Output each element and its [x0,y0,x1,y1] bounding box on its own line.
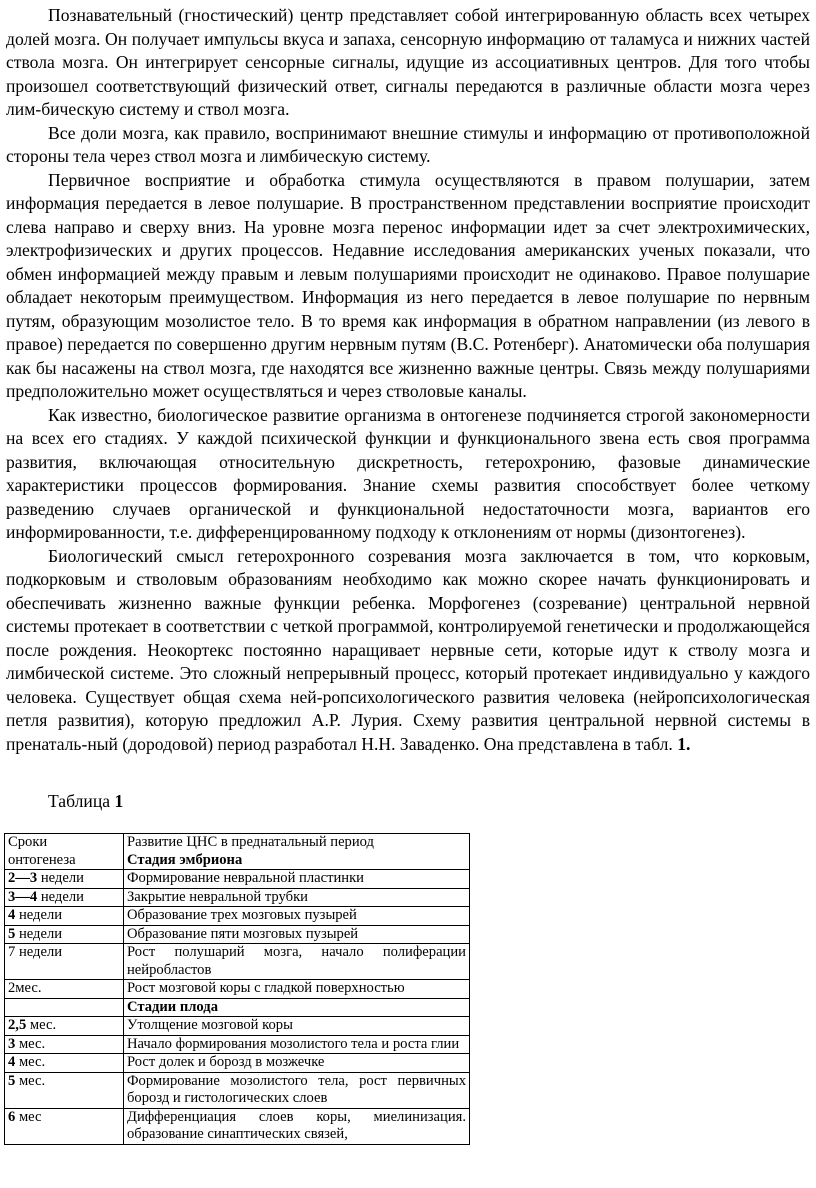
stage-period-cell [5,998,124,1017]
development-cell: Рост долек и борозд в мозжечке [124,1054,470,1073]
period-unit: недели [37,888,84,905]
table-row [5,1072,470,1108]
table-row [5,1108,470,1144]
period-cell [5,1017,124,1036]
development-cell: Утолщение мозговой коры [124,1017,470,1036]
paragraph-5 [6,545,810,757]
period-cell [5,944,124,980]
period-unit: 2мес. [8,980,42,996]
table-row [5,907,470,926]
table-row [5,870,470,889]
period-unit: мес. [26,1017,57,1033]
period-number: 6 [8,1108,16,1125]
period-cell [5,1035,124,1054]
header-development: Развитие ЦНС в преднатальный период [127,834,374,850]
development-cell: Формирование невральной пластинки [124,870,470,889]
development-cell: Образование пяти мозговых пузырей [124,925,470,944]
period-unit: мес. [15,1072,46,1089]
development-cell: Рост мозговой коры с гладкой поверхностью [124,980,470,999]
table-caption-number: 1 [114,791,124,811]
body-text [6,4,810,756]
table-caption [48,790,123,813]
period-number: 3—4 [8,888,38,905]
paragraph-1: Познавательный (гностический) центр представляет собой интегрированную область всех четырех долей мозга. Он получает импульсы вкуса и запаха, сенсорную информацию от таламуса и нижних частей ствола мозга. Он интегрирует сенсорные сигналы, идущие из ассоциативных центров. Для того чтобы произошел соответствующий физический ответ, сигналы передаются в различные области мозга через лим-бическую систему и ствол мозга. [6,5,810,119]
period-cell [5,888,124,907]
paragraph-4: Как известно, биологическое развитие организма в онтогенезе подчиняется строгой закономерности на всех его стадиях. У каждой психической функции и функционального звена есть своя программа развития, включающая относительную дискретность, гетерохронию, фазовые динамические характеристики процессов формирования. Знание схемы развития способствует более четкому разведению случаев органической и функциональной недостаточности мозга, вариантов его информированности, т.е. дифференцированному подходу к отклонениям от нормы (дизонтогенез). [6,404,810,542]
table-caption-word: Таблица [48,791,115,811]
period-number: 5 [8,1072,16,1089]
period-cell [5,925,124,944]
header-period-line2: онтогенеза [8,851,76,868]
period-cell [5,870,124,889]
paragraph-3: Первичное восприятие и обработка стимула осуществляются в правом полушарии, затем информация передается в левое полушарие. В пространственном представлении восприятие происходит слева направо и сверху вниз. На уровне мозга перенос информации идет за счет электрохимических, электрофизических и других процессов. Недавние исследования американских ученых показали, что обмен информацией между правым и левым полушариями происходит не одинаково. Правое полушарие обладает некоторым преимуществом. Информация из него передается в левое полушарие по нервным путям, образующим мозолистое тело. В то время как информация в обратном направлении (из левого в правое) передается по совершенно другим нервным путям (В.С. Ротенберг). Анатомически оба полушария как бы насажены на ствол мозга, где находятся все жизненно важные центры. Связь между полушариями предположительно может осуществляться и через стволовые каналы. [6,169,810,401]
stage-embryo-label: Стадия эмбриона [127,851,243,868]
period-cell [5,907,124,926]
development-cell: Формирование мозолистого тела, рост первичных борозд и гистологических слоев [124,1072,470,1108]
paragraph-2: Все доли мозга, как правило, воспринимают внешние стимулы и информацию от противоположной стороны тела через ствол мозга и лимбическую систему. [6,122,810,166]
paragraph-5-text: Биологический смысл гетерохронного созревания мозга заключается в том, что корковым, подкорковым и стволовым образованиям необходимо как можно скорее начать функционировать и обеспечивать жизненно важные функции ребенка. Морфогенез (созревание) центральной нервной системы протекает в соответствии с четкой программой, контролируемой генетически и продолжающейся после рождения. Неокортекс постоянно наращивает нервные сети, которые идут к стволу мозга и лимбической системе. Это сложный непрерывный процесс, который протекает индивидуально у каждого человека. Существует общая схема ней-ропсихологического развития человека (нейропсихологическая петля развития), которую предложил А.Р. Лурия. Схему развития центральной нервной системы в пренаталь-ный (дородовой) период разработал Н.Н. Заваденко. Она представлена в табл. [6,545,810,754]
stage-row [5,998,470,1017]
table-row [5,944,470,980]
header-period-line1: Сроки [8,834,48,850]
period-cell [5,1108,124,1144]
period-unit: недели [37,870,84,886]
table-row [5,1017,470,1036]
period-number: 2,5 [8,1017,27,1033]
development-cell: Образование трех мозговых пузырей [124,907,470,926]
period-unit: недели [15,925,63,942]
development-cell: Начало формирования мозолистого тела и роста глии [124,1035,470,1054]
period-cell [5,1072,124,1108]
table-row [5,888,470,907]
table-row [5,980,470,999]
period-number: 5 [8,925,16,942]
period-unit: мес [15,1108,42,1125]
table-header-row [5,834,470,870]
table-reference: 1. [677,733,691,754]
development-cell: Дифференциация слоев коры, миелинизация. образование синаптических связей, [124,1108,470,1144]
stage-fetus-label: Стадии плода [127,998,218,1015]
table-row [5,925,470,944]
period-unit: 7 недели [8,944,63,960]
development-cell: Рост полушарий мозга, начало полиферации нейробластов [124,944,470,980]
stage-fetus [124,998,470,1017]
development-cell: Закрытие невральной трубки [124,888,470,907]
period-unit: мес. [15,1054,46,1070]
period-unit: недели [15,907,63,923]
period-unit: мес. [15,1035,46,1052]
period-number: 2—3 [8,870,38,886]
table-row [5,1054,470,1073]
period-number: 4 [8,1054,16,1070]
period-number: 3 [8,1035,16,1052]
period-cell [5,980,124,999]
period-cell [5,1054,124,1073]
header-cell-period [5,834,124,870]
stage-embryo [127,852,466,870]
table-row [5,1035,470,1054]
header-cell-development [124,834,470,870]
period-number: 4 [8,907,16,923]
cns-development-table [4,833,470,1145]
